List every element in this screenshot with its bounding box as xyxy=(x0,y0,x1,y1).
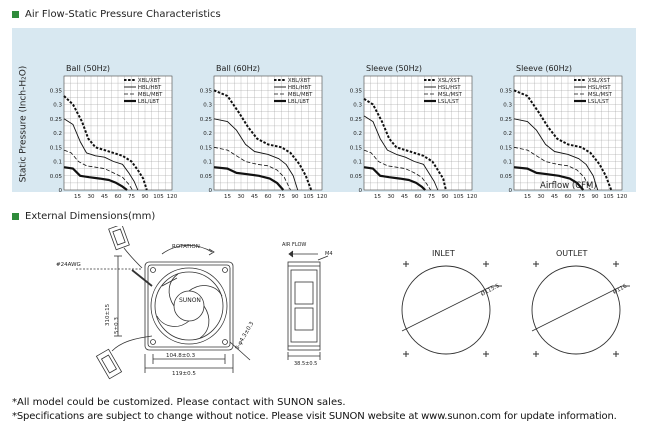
lead-length-label: 310±15 xyxy=(105,303,111,326)
y-tick-label: 0.1 xyxy=(353,159,362,166)
x-tick-label: 105 xyxy=(153,194,164,200)
y-tick-label: 0.2 xyxy=(203,131,212,137)
y-tick-label: 0.05 xyxy=(499,173,512,180)
x-tick-label: 60 xyxy=(564,194,572,200)
y-axis-title-text: Static Pressure (Inch-H₂O) xyxy=(18,65,29,183)
y-tick-label: 0.2 xyxy=(353,131,362,137)
chart-ball-50hz xyxy=(40,60,188,208)
y-tick-label: 0.1 xyxy=(503,159,512,166)
inlet-circle xyxy=(402,266,490,354)
legend-label: LSL/LST xyxy=(438,99,459,105)
outlet-circle xyxy=(532,266,620,354)
x-tick-label: 60 xyxy=(264,194,272,200)
legend-label: HSL/HST xyxy=(588,85,611,91)
chart-title: Sleeve (60Hz) xyxy=(516,64,572,73)
x-tick-label: 75 xyxy=(428,194,435,200)
x-tick-label: 75 xyxy=(278,194,285,200)
x-tick-label: 45 xyxy=(401,194,408,200)
y-tick-label: 0.3 xyxy=(353,102,362,109)
outlet-label: OUTLET xyxy=(556,249,588,258)
inlet-diameter-label: Ø115.5 xyxy=(480,283,501,298)
y-tick-label: 0.15 xyxy=(349,145,362,152)
x-tick-label: 60 xyxy=(414,194,422,200)
fan-brand-label: SUNON xyxy=(179,297,201,304)
y-tick-label: 0 xyxy=(508,188,512,194)
x-tick-label: 120 xyxy=(466,194,478,200)
rotation-label: ROTATION xyxy=(172,244,200,250)
x-tick-label: 90 xyxy=(441,194,449,200)
y-tick-label: 0 xyxy=(208,188,212,194)
y-tick-label: 0.15 xyxy=(199,145,212,152)
connector-bottom-icon xyxy=(96,349,121,379)
x-tick-label: 90 xyxy=(591,194,599,200)
frame-width-label: 119±0.5 xyxy=(172,371,196,377)
legend-label: LSL/LST xyxy=(588,99,609,105)
x-tick-label: 120 xyxy=(316,194,328,200)
x-tick-label: 45 xyxy=(251,194,258,200)
x-tick-label: 30 xyxy=(387,194,395,200)
y-tick-label: 0.35 xyxy=(199,88,212,95)
legend-label: LBL/LBT xyxy=(138,99,160,105)
legend-label: MSL/MST xyxy=(438,92,462,98)
y-tick-label: 0.3 xyxy=(503,102,512,109)
charts-band xyxy=(12,28,636,200)
x-tick-label: 15 xyxy=(224,194,231,200)
y-tick-label: 0.25 xyxy=(349,116,362,123)
y-tick-label: 0 xyxy=(58,188,62,194)
y-tick-label: 0.25 xyxy=(199,116,212,123)
outlet-view xyxy=(532,261,630,357)
x-tick-label: 30 xyxy=(87,194,95,200)
dimensions-title-text: External Dimensions(mm) xyxy=(25,211,156,222)
x-tick-label: 75 xyxy=(128,194,135,200)
dimension-drawings xyxy=(12,226,636,396)
x-tick-label: 30 xyxy=(537,194,545,200)
legend-label: MBL/MBT xyxy=(138,92,163,98)
x-tick-label: 15 xyxy=(74,194,81,200)
airflow-section-title xyxy=(12,9,221,20)
y-axis-title xyxy=(12,56,34,192)
section-square-icon xyxy=(12,11,19,18)
x-axis-title: Airflow (CFM) xyxy=(540,181,597,191)
x-tick-label: 120 xyxy=(166,194,178,200)
y-tick-label: 0.25 xyxy=(49,116,62,123)
x-tick-label: 90 xyxy=(291,194,299,200)
x-tick-label: 15 xyxy=(374,194,381,200)
wire-lead xyxy=(124,248,142,268)
y-tick-label: 0.2 xyxy=(503,131,512,137)
fan-impeller xyxy=(151,268,227,344)
airflow-title-text: Air Flow-Static Pressure Characteristics xyxy=(25,9,221,20)
screw-label: M4 xyxy=(325,251,333,257)
x-tick-label: 105 xyxy=(453,194,464,200)
mount-hole xyxy=(151,340,156,345)
x-tick-label: 45 xyxy=(101,194,108,200)
y-tick-label: 0.05 xyxy=(199,173,212,180)
y-tick-label: 0.3 xyxy=(53,102,62,109)
y-tick-label: 0.05 xyxy=(349,173,362,180)
y-tick-label: 0.35 xyxy=(499,88,512,95)
side-view xyxy=(288,251,328,360)
y-tick-label: 0.1 xyxy=(53,159,62,166)
x-tick-label: 75 xyxy=(578,194,585,200)
x-tick-label: 90 xyxy=(141,194,149,200)
y-tick-label: 0.35 xyxy=(49,88,62,95)
chart-ball-60hz xyxy=(190,60,338,208)
x-tick-label: 30 xyxy=(237,194,245,200)
strip-length-label: 5±0.3 xyxy=(114,317,120,334)
outlet-diameter-label: Ø116 xyxy=(612,283,629,296)
legend-label: MSL/MST xyxy=(588,92,612,98)
legend-label: XBL/XBT xyxy=(138,78,161,84)
y-tick-label: 0.15 xyxy=(49,145,62,152)
chart-title: Ball (60Hz) xyxy=(216,64,261,73)
y-tick-label: 0.3 xyxy=(203,102,212,109)
y-tick-label: 0.15 xyxy=(499,145,512,152)
legend-label: XSL/XST xyxy=(588,78,610,84)
legend-label: XBL/XBT xyxy=(288,78,311,84)
inlet-label: INLET xyxy=(432,249,455,258)
wire-gauge-label: #24AWG xyxy=(56,262,81,268)
depth-label: 38.5±0.5 xyxy=(294,361,318,367)
footnote-customize: *All model could be customized. Please contact with SUNON sales. xyxy=(12,397,346,408)
x-tick-label: 15 xyxy=(524,194,531,200)
y-tick-label: 0.05 xyxy=(49,173,62,180)
mount-hole xyxy=(223,268,228,273)
y-tick-label: 0.2 xyxy=(53,131,62,137)
y-tick-label: 0.1 xyxy=(203,159,212,166)
y-tick-label: 0.25 xyxy=(499,116,512,123)
airflow-label: AIR FLOW xyxy=(282,242,307,248)
fan-frame xyxy=(145,262,233,350)
legend-label: HSL/HST xyxy=(438,85,461,91)
fan-hub xyxy=(174,291,204,321)
legend-label: HBL/HBT xyxy=(288,85,312,91)
legend-label: LBL/LBT xyxy=(288,99,310,105)
side-frame xyxy=(288,262,320,350)
inlet-view xyxy=(402,261,502,357)
chart-sleeve-50hz xyxy=(340,60,488,208)
x-tick-label: 105 xyxy=(603,194,614,200)
section-square-icon xyxy=(12,213,19,220)
x-tick-label: 45 xyxy=(551,194,558,200)
dimensions-section-title xyxy=(12,211,155,222)
y-tick-label: 0 xyxy=(358,188,362,194)
front-view xyxy=(76,226,250,379)
chart-title: Sleeve (50Hz) xyxy=(366,64,422,73)
mount-hole-label: 8-φ4.3±0.3 xyxy=(234,320,256,351)
legend-label: XSL/XST xyxy=(438,78,460,84)
connector-top-icon xyxy=(109,226,130,250)
hole-spacing-label: 104.8±0.3 xyxy=(166,353,196,359)
x-tick-label: 105 xyxy=(303,194,314,200)
legend-label: MBL/MBT xyxy=(288,92,313,98)
y-tick-label: 0.35 xyxy=(349,88,362,95)
x-tick-label: 60 xyxy=(114,194,122,200)
footnote-specifications: *Specifications are subject to change without notice. Please visit SUNON website at www.sunon.com for update information. xyxy=(12,411,617,422)
legend-label: HBL/HBT xyxy=(138,85,162,91)
chart-title: Ball (50Hz) xyxy=(66,64,111,73)
mount-hole xyxy=(223,340,228,345)
mount-hole xyxy=(151,268,156,273)
x-tick-label: 120 xyxy=(616,194,628,200)
